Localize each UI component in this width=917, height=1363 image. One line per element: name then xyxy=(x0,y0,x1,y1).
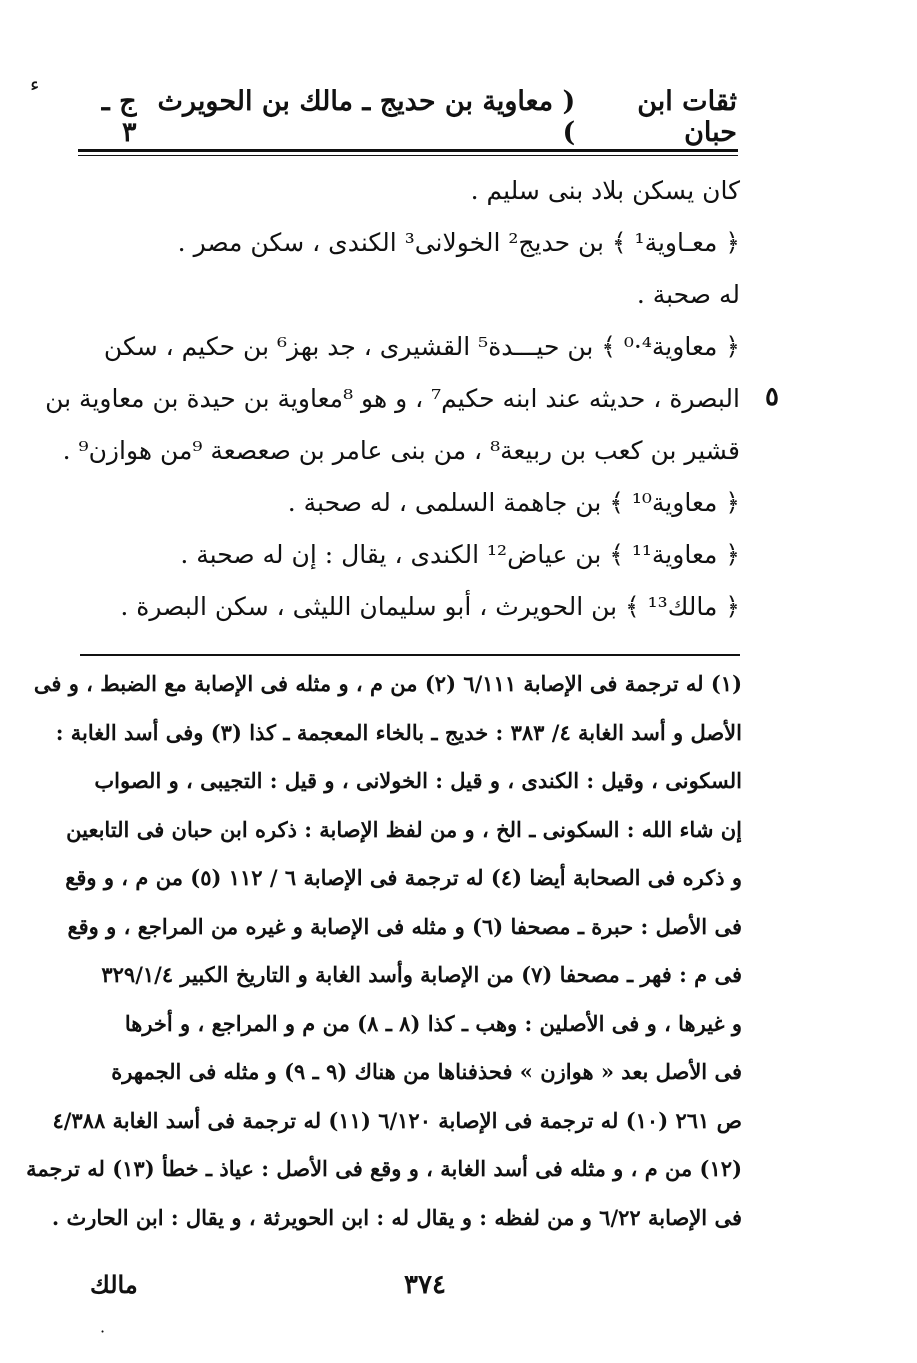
header-rule-thick xyxy=(78,149,738,152)
text-line: ﴿ معـاوية¹ ﴾ بن حديج² الخولانى³ الكندى ، سكن مصر . xyxy=(177,228,740,257)
catchword: مالك xyxy=(90,1270,138,1299)
margin-line-number: ٥ xyxy=(765,382,779,412)
footnote-line: فى الأصل : حبرة ـ مصحفا (٦) و مثله فى الإصابة و غيره من المراجع ، و وقع xyxy=(67,913,742,939)
footnotes xyxy=(26,660,742,1242)
text-line: قشير بن كعب بن ربيعة⁸ ، من بنى عامر بن صعصعة ⁹من هوازن⁹ . xyxy=(62,436,740,465)
footnote-line: و ذكره فى الصحابة أيضا (٤) له ترجمة فى الإصابة ٦ / ١١٢ (٥) من م ، و وقع xyxy=(65,865,742,890)
text-line: له صحبة . xyxy=(636,280,740,309)
text-line: ﴿ معاوية¹⁰ ﴾ بن جاهمة السلمى ، له صحبة . xyxy=(287,488,740,517)
footnote-line: و غيرها ، و فى الأصلين : وهب ـ كذا (٨ ـ ٨) من م و المراجع ، و أخرها xyxy=(124,1010,742,1036)
bottom-mark: · xyxy=(100,1322,106,1341)
footnote-line: فى م : فهر ـ مصحفا (٧) من الإصابة وأسد الغابة و التاريخ الكبير ٣٢٩/١/٤ xyxy=(101,962,742,987)
footnote-line: ص ٢٦١ (١٠) له ترجمة فى الإصابة ٦/١٢٠ (١١) له ترجمة فى أسد الغابة ٤/٣٨٨ xyxy=(52,1107,742,1133)
corner-mark: ء xyxy=(30,72,40,96)
text-line: البصرة ، حديثه عند ابنه حكيم⁷ ، و هو ⁸معاوية بن حيدة بن معاوية بن xyxy=(45,384,740,413)
text-line: ﴿ معاوية¹¹ ﴾ بن عياض¹² الكندى ، يقال : إن له صحبة . xyxy=(180,540,740,569)
header-volume: ج ـ ٣ xyxy=(101,86,137,148)
footnote-line: (١) له ترجمة فى الإصابة ٦/١١١ (٢) من م ، و مثله فى الإصابة مع الضبط ، و فى xyxy=(33,671,742,696)
footnote-line: إن شاء الله : السكونى ـ الخ ، و من لفظ الإصابة : ذكره ابن حبان فى التابعين xyxy=(66,816,742,842)
text-line: ﴿ مالك¹³ ﴾ بن الحويرث ، أبو سليمان الليثى ، سكن البصرة . xyxy=(120,592,740,621)
page-number: ٣٧٤ xyxy=(404,1270,446,1300)
text-line: كان يسكن بلاد بنى سليم . xyxy=(470,176,740,205)
footnote-line: الأصل و أسد الغابة ٤/ ٣٨٣ : خديج ـ بالخاء المعجمة ـ كذا (٣) وفى أسد الغابة : xyxy=(55,719,742,745)
footnote-line: فى الأصل بعد « هوازن » فحذفناها من هناك (٩ ـ ٩) و مثله فى الجمهرة xyxy=(111,1059,742,1084)
footnote-line: السكونى ، وقيل : الكندى ، و قيل : الخولانى ، و قيل : التجيبى ، و الصواب xyxy=(94,768,742,793)
footnote-line: فى الإصابة ٦/٢٢ و من لفظه : و يقال له : ابن الحويرثة ، و يقال : ابن الحارث . xyxy=(51,1204,742,1230)
header-section-range: ( معاوية بن حديج ـ مالك بن الحويرث ) xyxy=(157,86,576,148)
header-rule-thin xyxy=(78,155,738,156)
main-text xyxy=(45,165,740,633)
text-line: ﴿ معاوية⁴·⁰ ﴾ بن حيـــدة⁵ القشيرى ، جد بهز⁶ بن حكيم ، سكن xyxy=(103,332,740,361)
running-header xyxy=(78,86,737,148)
footnote-line: (١٢) من م ، و مثله فى أسد الغابة ، و وقع فى الأصل : عياذ ـ خطأ (١٣) له ترجمة xyxy=(26,1156,742,1181)
header-book-title: ثقات ابن حبان xyxy=(637,86,737,148)
footnote-divider xyxy=(80,654,740,656)
